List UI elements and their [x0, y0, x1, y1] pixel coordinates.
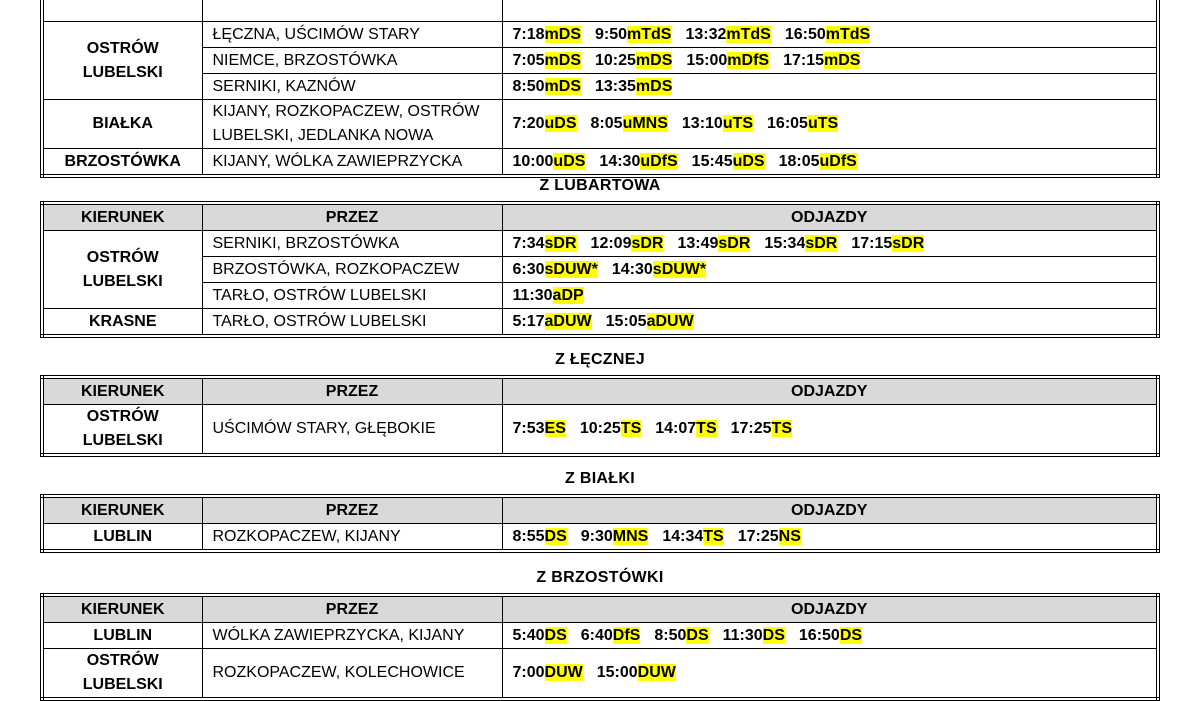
departure-code: uTS [722, 115, 754, 132]
section-title-leczna: Z ŁĘCZNEJ [555, 351, 645, 368]
direction-cell: OSTRÓW LUBELSKI [42, 405, 202, 456]
departure-time: 10:00 [512, 152, 554, 170]
departure-entry [513, 232, 577, 256]
timetable-top [40, 0, 1160, 178]
departure-entry [591, 232, 664, 256]
departure-code: ES [544, 420, 566, 437]
departure-entry [692, 150, 765, 174]
departure-code: sDUW* [544, 260, 598, 278]
timetable-lubartow [40, 201, 1160, 338]
departure-time: 6:30 [512, 260, 545, 278]
departure-time: 7:34 [512, 234, 545, 252]
departure-time: 9:50 [594, 25, 628, 43]
departure-code: mDS [635, 77, 673, 95]
departure-code: DS [686, 626, 709, 644]
departure-entry [513, 49, 581, 73]
departure-entry [686, 49, 769, 73]
departure-entry [783, 49, 860, 73]
departure-code: uDS [544, 115, 577, 132]
via-cell: KIJANY, WÓLKA ZAWIEPRZYCKA [202, 149, 502, 177]
departure-code: DS [762, 626, 785, 644]
header-via: PRZEZ [202, 377, 502, 405]
header-direction: KIERUNEK [42, 595, 202, 623]
departure-entry [513, 112, 577, 136]
table-row [42, 309, 1158, 337]
via-cell: WÓLKA ZAWIEPRZYCKA, KIJANY [202, 623, 502, 649]
departure-time: 16:50 [798, 626, 840, 644]
departure-entry [513, 661, 583, 685]
departure-time: 15:00 [686, 51, 728, 69]
departure-code: sDR [805, 234, 838, 252]
departure-entry [606, 310, 694, 334]
direction-cell: BRZOSTÓWKA [42, 149, 202, 177]
departure-entry [851, 232, 924, 256]
departure-code: uDfS [819, 152, 857, 170]
departure-time: 15:00 [596, 664, 638, 681]
departure-entry [513, 284, 584, 308]
departure-entry [654, 624, 708, 648]
header-departures: ODJAZDY [502, 203, 1158, 231]
departure-code: uTS [807, 115, 839, 132]
header-departures: ODJAZDY [502, 595, 1158, 623]
table-row [42, 0, 1158, 22]
header-direction: KIERUNEK [42, 496, 202, 524]
departure-time: 18:05 [778, 152, 820, 170]
departures-cell [502, 149, 1158, 177]
departure-code: DfS [612, 626, 641, 644]
via-cell: BRZOSTÓWKA, ROZKOPACZEW [202, 257, 502, 283]
table-row [42, 74, 1158, 100]
departure-entry [513, 75, 581, 99]
departure-time: 11:30 [722, 626, 763, 644]
departures-cell [502, 649, 1158, 700]
departure-code: mDS [544, 51, 581, 69]
departure-code: mDS [544, 77, 581, 95]
departure-time: 8:50 [654, 626, 687, 644]
departures-cell [502, 309, 1158, 337]
departure-time: 12:09 [590, 234, 632, 252]
departure-time: 7:20 [512, 115, 545, 132]
table-row [42, 405, 1158, 456]
departure-code: TS [771, 420, 792, 437]
departure-entry [799, 624, 862, 648]
direction-cell: OSTRÓW LUBELSKI [42, 231, 202, 309]
departure-entry [595, 23, 671, 47]
departures-cell [502, 0, 1158, 22]
departure-entry [595, 49, 672, 73]
departure-entry [580, 417, 641, 441]
departure-entry [785, 23, 870, 47]
departure-code: uDfS [640, 152, 678, 170]
via-cell: TARŁO, OSTRÓW LUBELSKI [202, 283, 502, 309]
departure-code: mDS [635, 51, 673, 69]
departure-code: mTdS [627, 25, 672, 43]
table-row [42, 623, 1158, 649]
departure-code: MNS [612, 527, 649, 545]
departure-entry [513, 310, 592, 334]
departure-entry [779, 150, 857, 174]
departure-code: sDR [892, 234, 925, 252]
departure-time: 13:35 [594, 77, 636, 95]
departure-code: sDR [544, 234, 577, 252]
departure-code: DUW [544, 664, 583, 681]
header-via: PRZEZ [202, 203, 502, 231]
departure-code: TS [696, 420, 717, 437]
departure-code: DS [544, 527, 567, 545]
table-row [42, 649, 1158, 700]
departure-entry [767, 112, 838, 136]
departure-code: DS [544, 626, 567, 644]
departure-time: 14:30 [611, 260, 653, 278]
departure-code: uDS [553, 152, 586, 170]
table-row [42, 524, 1158, 552]
departure-time: 13:10 [681, 115, 723, 132]
table-row [42, 231, 1158, 257]
table-row [42, 100, 1158, 149]
departure-time: 14:30 [599, 152, 641, 170]
departure-time: 15:34 [764, 234, 806, 252]
departure-time: 7:05 [512, 51, 545, 69]
departure-entry [655, 417, 716, 441]
departure-time: 13:49 [677, 234, 719, 252]
departure-time: 9:30 [580, 527, 613, 545]
departure-code: sDR [718, 234, 751, 252]
departure-time: 8:55 [512, 527, 545, 545]
table-row [42, 283, 1158, 309]
departures-cell [502, 100, 1158, 149]
departure-time: 5:17 [512, 312, 545, 330]
departure-time: 11:30 [512, 286, 553, 304]
departure-code: sDUW* [652, 260, 707, 278]
departure-entry [581, 624, 641, 648]
departure-entry [597, 661, 676, 685]
departures-cell [502, 22, 1158, 48]
via-cell: ROZKOPACZEW, KOLECHOWICE [202, 649, 502, 700]
departure-entry [513, 150, 586, 174]
departure-entry [513, 258, 598, 282]
direction-cell: OSTRÓW LUBELSKI [42, 22, 202, 100]
via-cell: SERNIKI, KAZNÓW [202, 74, 502, 100]
timetable-leczna [40, 375, 1160, 457]
departure-time: 15:45 [691, 152, 733, 170]
departure-code: TS [620, 420, 642, 437]
direction-cell: OSTRÓW LUBELSKI [42, 649, 202, 700]
departure-entry [595, 75, 672, 99]
via-cell: KIJANY, ROZKOPACZEW, OSTRÓW LUBELSKI, JEDLANKA NOWA [202, 100, 502, 149]
section-title-brzostowka: Z BRZOSTÓWKI [536, 569, 664, 586]
timetable-bialka [40, 494, 1160, 553]
departure-time: 5:40 [512, 626, 545, 644]
departure-entry [682, 112, 753, 136]
table-row [42, 22, 1158, 48]
departure-code: aDUW [544, 312, 592, 330]
departures-cell [502, 231, 1158, 257]
departure-code: mDS [544, 25, 581, 43]
header-direction: KIERUNEK [42, 203, 202, 231]
departure-time: 14:07 [655, 420, 697, 437]
departure-time: 6:40 [580, 626, 613, 644]
via-cell [202, 0, 502, 22]
departure-entry [677, 232, 750, 256]
departure-entry [513, 417, 566, 441]
departure-entry [591, 112, 668, 136]
via-cell: SERNIKI, BRZOSTÓWKA [202, 231, 502, 257]
section-title-lubartow: Z LUBARTOWA [539, 177, 661, 194]
departure-time: 17:25 [730, 420, 772, 437]
departure-code: NS [778, 527, 801, 545]
departure-time: 7:00 [512, 664, 545, 681]
departure-entry [738, 525, 801, 549]
departure-code: DUW [637, 664, 676, 681]
departures-cell [502, 48, 1158, 74]
departure-time: 10:25 [579, 420, 621, 437]
via-cell: TARŁO, OSTRÓW LUBELSKI [202, 309, 502, 337]
via-cell: UŚCIMÓW STARY, GŁĘBOKIE [202, 405, 502, 456]
direction-cell: LUBLIN [42, 623, 202, 649]
departure-entry [513, 23, 581, 47]
direction-cell: LUBLIN [42, 524, 202, 552]
departure-entry [581, 525, 649, 549]
departure-time: 13:32 [685, 25, 727, 43]
header-via: PRZEZ [202, 595, 502, 623]
departure-entry [662, 525, 723, 549]
departure-time: 15:05 [605, 312, 647, 330]
departure-code: uDS [732, 152, 765, 170]
departure-code: mTdS [726, 25, 771, 43]
departure-code: uMNS [622, 115, 668, 132]
departures-cell [502, 283, 1158, 309]
departure-time: 14:34 [662, 527, 704, 545]
departure-time: 7:53 [512, 420, 545, 437]
table-row [42, 149, 1158, 177]
header-departures: ODJAZDY [502, 496, 1158, 524]
table-row [42, 257, 1158, 283]
departure-entry [599, 150, 677, 174]
departures-cell [502, 257, 1158, 283]
departure-entry [685, 23, 770, 47]
departure-time: 10:25 [594, 51, 636, 69]
departures-cell [502, 74, 1158, 100]
departure-code: mDfS [727, 51, 770, 69]
departure-code: DS [839, 626, 863, 644]
header-departures: ODJAZDY [502, 377, 1158, 405]
departure-entry [723, 624, 785, 648]
direction-cell [42, 0, 202, 22]
timetable-brzostowka [40, 593, 1160, 701]
departure-entry [764, 232, 837, 256]
departure-entry [731, 417, 792, 441]
direction-cell: BIAŁKA [42, 100, 202, 149]
departure-time: 7:18 [512, 25, 545, 43]
section-title-bialka: Z BIAŁKI [565, 470, 635, 487]
departure-time: 17:15 [851, 234, 893, 252]
table-row [42, 48, 1158, 74]
departures-cell [502, 524, 1158, 552]
departure-time: 8:05 [590, 115, 623, 132]
departure-time: 17:15 [783, 51, 824, 69]
departures-cell [502, 623, 1158, 649]
via-cell: NIEMCE, BRZOSTÓWKA [202, 48, 502, 74]
departure-entry [513, 525, 567, 549]
header-via: PRZEZ [202, 496, 502, 524]
direction-cell: KRASNE [42, 309, 202, 337]
departure-time: 16:50 [784, 25, 826, 43]
departure-code: mTdS [825, 25, 871, 43]
departure-time: 16:05 [767, 115, 808, 132]
departure-code: aDP [552, 286, 584, 304]
departure-time: 17:25 [737, 527, 779, 545]
departure-entry [513, 624, 567, 648]
departure-code: sDR [631, 234, 664, 252]
departure-time: 8:50 [512, 77, 545, 95]
via-cell: ROZKOPACZEW, KIJANY [202, 524, 502, 552]
departure-entry [612, 258, 706, 282]
departure-code: aDUW [646, 312, 694, 330]
departures-cell [502, 405, 1158, 456]
departure-code: mDS [823, 51, 861, 69]
via-cell: ŁĘCZNA, UŚCIMÓW STARY [202, 22, 502, 48]
header-direction: KIERUNEK [42, 377, 202, 405]
departure-code: TS [703, 527, 724, 545]
